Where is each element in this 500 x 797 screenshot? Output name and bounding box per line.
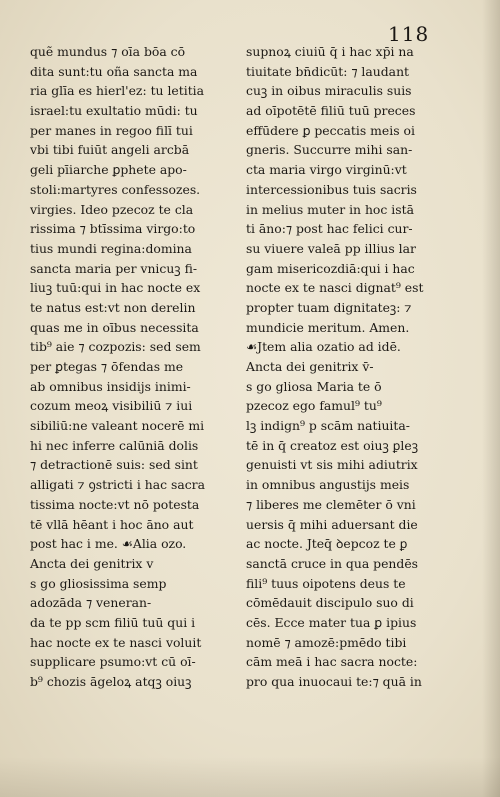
text-line: supnoꝝ ciuiū q̄ i hac xp̄i na: [246, 44, 414, 59]
text-line: tē vllā hēant i hoc āno aut: [30, 516, 194, 532]
text-line: cēs. Ecce mater tua ꝑ ipius: [246, 614, 417, 630]
text-line: liuꝫ tuū:qui in hac nocte ex: [30, 280, 201, 296]
text-line: vbi tibi fuiūt angeli arcbā: [30, 142, 190, 158]
text-line: cozum meoꝝ visibiliū ⁊ iui: [30, 398, 193, 414]
text-line: dita sunt:tu oña sancta ma: [30, 63, 198, 79]
left-column: [30, 42, 240, 692]
text-line: hac nocte ex te nasci voluit: [30, 634, 202, 650]
text-line: tissima nocte:vt nō potesta: [30, 496, 200, 512]
text-line: sibiliū:ne valeant nocerē mi: [30, 418, 205, 434]
text-line: sancta maria per vnicuꝫ fi-: [30, 260, 198, 276]
text-line: s go gliosissima semp: [30, 575, 167, 591]
text-line: s go gliosa Maria te ō: [246, 378, 382, 394]
text-line: intercessionibus tuis sacris: [246, 181, 417, 197]
text-line: ☙Jtem alia ozatio ad idē.: [246, 339, 401, 355]
text-line: pzecoz ego famul⁹ tu⁹: [246, 398, 382, 414]
text-line: geli pīiarche ꝑphete apo-: [30, 162, 187, 178]
text-line: sanctā cruce in qua pendēs: [246, 555, 419, 571]
text-line: tiuitate bn̄dicūt: ⁊ laudant: [246, 63, 410, 79]
text-line: Ancta dei genitrix v̄-: [246, 359, 374, 374]
text-line: virgies. Ideo pzecoz te cla: [30, 201, 194, 217]
text-line: per ꝑtegas ⁊ ōfendas me: [30, 359, 184, 374]
text-line: ria glīa es hierl'ez: tu letitia: [30, 83, 205, 99]
text-line: lꝫ indign⁹ p scām natiuita-: [246, 418, 410, 434]
text-line: cōmēdauit discipulo suo di: [246, 595, 414, 611]
text-line: israel:tu exultatio mūdi: tu: [30, 103, 198, 119]
text-line: ac nocte. Jteq̄ ꝺepcoz te ꝑ: [246, 536, 408, 552]
text-line: ti āno:⁊ post hac felici cur-: [246, 221, 413, 237]
text-line: te natus est:vt non derelin: [30, 299, 196, 315]
text-line: tib⁹ aie ⁊ cozpozis: sed sem: [30, 339, 201, 355]
text-line: ⁊ detractionē suis: sed sint: [30, 457, 198, 473]
text-line: tē in q̄ creatoz est oiuꝫ ꝑleꝫ: [246, 437, 419, 453]
text-line: ⁊ liberes me clemēter ō vni: [246, 496, 416, 512]
page-edge-shadow: [482, 0, 500, 797]
text-line: cām meā i hac sacra nocte:: [246, 654, 418, 670]
text-line: per manes in regoo filī tui: [30, 122, 193, 138]
text-line: effūdere ꝑ peccatis meis oi: [246, 122, 415, 138]
text-line: su viuere valeā pp illius lar: [246, 240, 416, 256]
text-line: pro qua inuocaui te:⁊ quā in: [246, 674, 422, 689]
text-line: adozāda ⁊ veneran-: [30, 595, 152, 611]
text-line: fili⁹ tuus oipotens deus te: [246, 575, 406, 591]
text-line: quẽ mundus ⁊ oīa bōa cō: [30, 44, 186, 59]
text-line: ad oīpotētē filiū tuū preces: [246, 103, 416, 119]
text-line: in melius muter in hoc istā: [246, 201, 414, 217]
text-line: supplicare psumo:vt cū oī-: [30, 654, 196, 670]
text-line: rissima ⁊ btīssima virgo:to: [30, 221, 196, 237]
text-line: uersis q̄ mihi aduersant die: [246, 516, 418, 532]
text-line: Ancta dei genitrix v: [30, 555, 154, 571]
text-line: genuisti vt sis mihi adiutrix: [246, 457, 418, 473]
text-line: ab omnibus insidijs inimi-: [30, 378, 191, 394]
right-column: [246, 42, 458, 692]
text-line: gam misericozdiā:qui i hac: [246, 260, 415, 276]
folio-number: 118: [388, 22, 430, 46]
text-line: propter tuam dignitateꝫ: ⁊: [246, 299, 412, 315]
text-line: nocte ex te nasci dignat⁹ est: [246, 280, 424, 296]
text-line: alligati ⁊ ꝯstricti i hac sacra: [30, 477, 205, 493]
text-line: da te pp scm filiū tuū qui i: [30, 614, 196, 630]
text-line: cuꝫ in oibus miraculis suis: [246, 83, 412, 99]
text-line: b⁹ chozis āgeloꝝ atqꝫ oiuꝫ: [30, 674, 192, 689]
text-line: stoli:martyres confessozes.: [30, 181, 201, 197]
text-line: gneris. Succurre mihi san-: [246, 142, 413, 158]
text-line: hi nec inferre calūniā dolis: [30, 437, 199, 453]
text-line: post hac i me. ☙Alia ozo.: [30, 536, 187, 552]
text-line: mundicie meritum. Amen.: [246, 319, 410, 335]
text-line: in omnibus angustijs meis: [246, 477, 410, 493]
text-line: tius mundi regina:domina: [30, 240, 192, 256]
page-bottom-shadow: [0, 757, 500, 797]
text-line: nomē ⁊ amozē:pmēdo tibi: [246, 634, 407, 650]
text-line: quas me in oībus necessita: [30, 319, 199, 335]
text-line: cta maria virgo virginū:vt: [246, 162, 407, 178]
